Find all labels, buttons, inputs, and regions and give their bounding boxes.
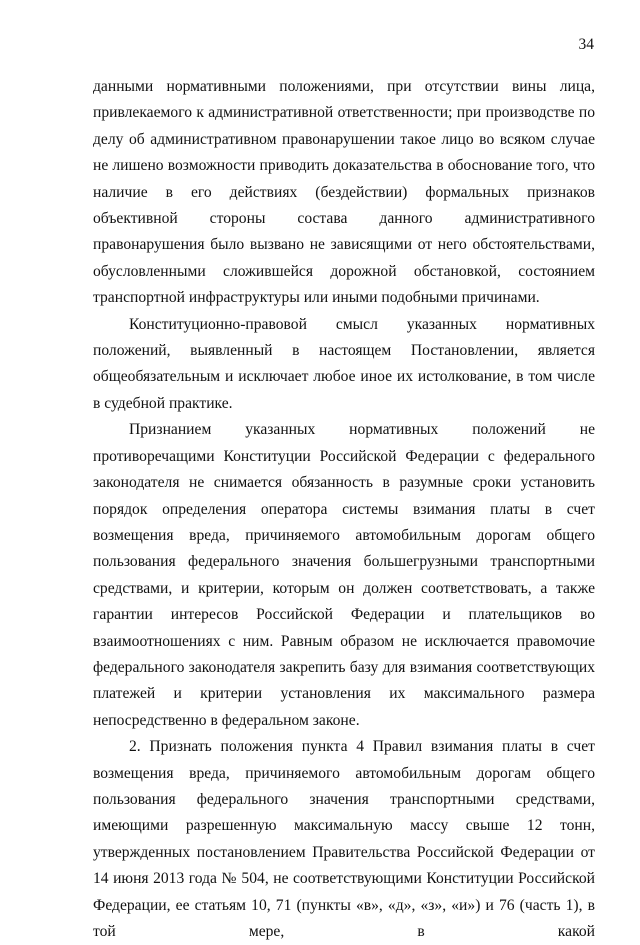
paragraph-2: Конституционно-правовой смысл указанных нормативных положений, выявленный в настоящем Постановлении, является общеобязательным и исключает любое иное их истолкование, в том числе в судебной практике. <box>93 315 595 412</box>
paragraph-4: 2. Признать положения пункта 4 Правил взимания платы в счет возмещения вреда, причиняемого автомобильным дорогам общего пользования федерального значения транспортными средствами, имеющими разрешенную максимальную массу свыше 12 тонн, утвержденных постановлением Правительства Российской Федерации от 14 июня 2013 года № 504, не соответствующими Конституции Российской Федерации, ее статьям 10, 71 (пункты «в», «д», «з», «и») и 76 (часть 1), в той мере, в какой <box>93 738 595 940</box>
paragraph-3: Признанием указанных нормативных положений не противоречащими Конституции Российской Федерации с федерального законодателя не снимается обязанность в разумные сроки установить порядок определения оператора системы взимания платы в счет возмещения вреда, причиняемого автомобильным дорогам общего пользования федерального значения большегрузными транспортными средствами, и критерии, которым он должен соответствовать, а также гарантии интересов Российской Федерации и плательщиков во взаимоотношениях с ним. Равным образом не исключается правомочие федерального законодателя закрепить базу для взимания соответствующих платежей и критерии установления их максимального размера непосредственно в федеральном законе. <box>93 421 595 729</box>
page-number: 34 <box>578 36 594 53</box>
paragraph-1: данными нормативными положениями, при отсутствии вины лица, привлекаемого к административной ответственности; при производстве по делу об административном правонарушении такое лицо во всяком случае не лишено возможности приводить доказательства в обоснование того, что наличие в его действиях (бездействии) формальных признаков объективной стороны состава данного административного правонарушения было вызвано не зависящими от него обстоятельствами, обусловленными сложившейся дорожной обстановкой, состоянием транспортной инфраструктуры или иными подобными причинами. <box>93 78 595 307</box>
document-body <box>93 74 595 945</box>
